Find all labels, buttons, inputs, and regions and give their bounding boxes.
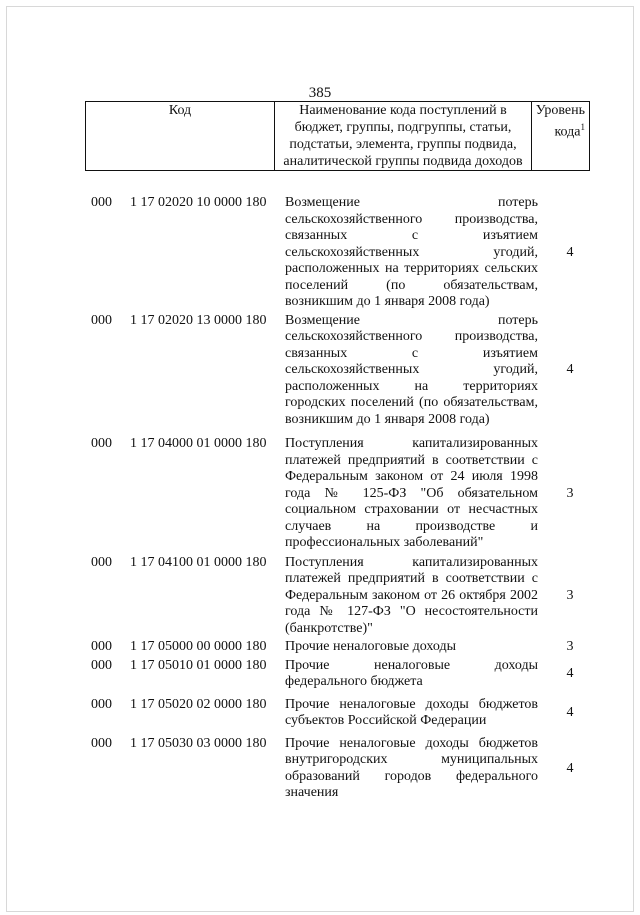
header-level-footnote: 1 xyxy=(580,122,585,132)
row-level: 4 xyxy=(566,666,574,681)
row-prefix: 000 xyxy=(91,312,112,328)
row-code: 1 17 02020 13 0000 180 xyxy=(130,312,267,328)
row-name: Прочие неналоговые доходы бюджетов субъектов Российской Федерации xyxy=(285,696,538,728)
row-level: 3 xyxy=(566,485,574,501)
row-name: Прочие неналоговые доходы xyxy=(285,639,457,654)
row-prefix: 000 xyxy=(91,735,112,751)
table-row xyxy=(0,639,640,656)
header-code: Код xyxy=(86,102,275,171)
row-code: 1 17 04100 01 0000 180 xyxy=(130,554,267,570)
row-code: 1 17 05020 02 0000 180 xyxy=(130,696,267,712)
row-name: Прочие неналоговые доходы бюджетов внутригородских муниципальных образований городов федерального значения xyxy=(285,735,538,800)
row-name: Возмещение потерь сельскохозяйственного производства, связанных с изъятием сельскохозяйственных угодий, расположенных на территориях сельских поселений (по обязательствам, возникшим до 1 января 2008 года) xyxy=(285,195,538,309)
row-prefix: 000 xyxy=(91,639,112,654)
row-prefix: 000 xyxy=(91,436,112,451)
row-level: 3 xyxy=(566,639,574,655)
row-name: Поступления капитализированных платежей предприятий в соответствии с Федеральным законом от 24 июля 1998 года № 125-ФЗ "Об обязательном социальном страховании от несчастных случаев на производстве и профессиональных заболеваний" xyxy=(285,436,538,550)
row-code: 1 17 05010 01 0000 180 xyxy=(130,657,267,673)
row-prefix: 000 xyxy=(91,195,112,210)
row-code: 1 17 02020 10 0000 180 xyxy=(130,195,267,210)
row-prefix: 000 xyxy=(91,696,112,712)
table-row xyxy=(0,436,640,552)
table-row xyxy=(0,313,640,429)
table-row xyxy=(0,195,640,311)
row-prefix: 000 xyxy=(91,554,112,570)
table-row xyxy=(0,555,640,638)
code-list xyxy=(0,195,640,802)
row-code: 1 17 05000 00 0000 180 xyxy=(130,639,267,654)
row-prefix: 000 xyxy=(91,657,112,673)
table-row xyxy=(0,697,640,730)
row-level: 3 xyxy=(566,587,574,603)
header-level xyxy=(532,102,590,171)
page-number: 385 xyxy=(308,85,332,101)
row-name: Прочие неналоговые доходы федерального бюджета xyxy=(285,657,538,689)
row-name: Возмещение потерь сельскохозяйственного производства, связанных с изъятием сельскохозяйственных угодий, расположенных на территориях городских поселений (по обязательствам, возникшим до 1 января 2008 года) xyxy=(285,312,538,427)
header-level-label: Уровень кода xyxy=(535,103,585,140)
row-level: 4 xyxy=(566,362,574,378)
row-level: 4 xyxy=(566,760,574,776)
row-code: 1 17 04000 01 0000 180 xyxy=(130,436,267,451)
table-row xyxy=(0,658,640,691)
row-level: 4 xyxy=(566,244,574,260)
table-header xyxy=(85,101,590,171)
row-name: Поступления капитализированных платежей предприятий в соответствии с Федеральным законом от 26 октября 2002 года № 127-ФЗ "О несостоятельности (банкротстве)" xyxy=(285,554,538,636)
row-level: 4 xyxy=(566,705,574,720)
table-row xyxy=(0,736,640,802)
header-name: Наименование кода поступлений в бюджет, группы, подгруппы, статьи, подстатьи, элемента, группы подвида, аналитической группы подвида доходов xyxy=(275,102,532,171)
row-code: 1 17 05030 03 0000 180 xyxy=(130,735,267,751)
